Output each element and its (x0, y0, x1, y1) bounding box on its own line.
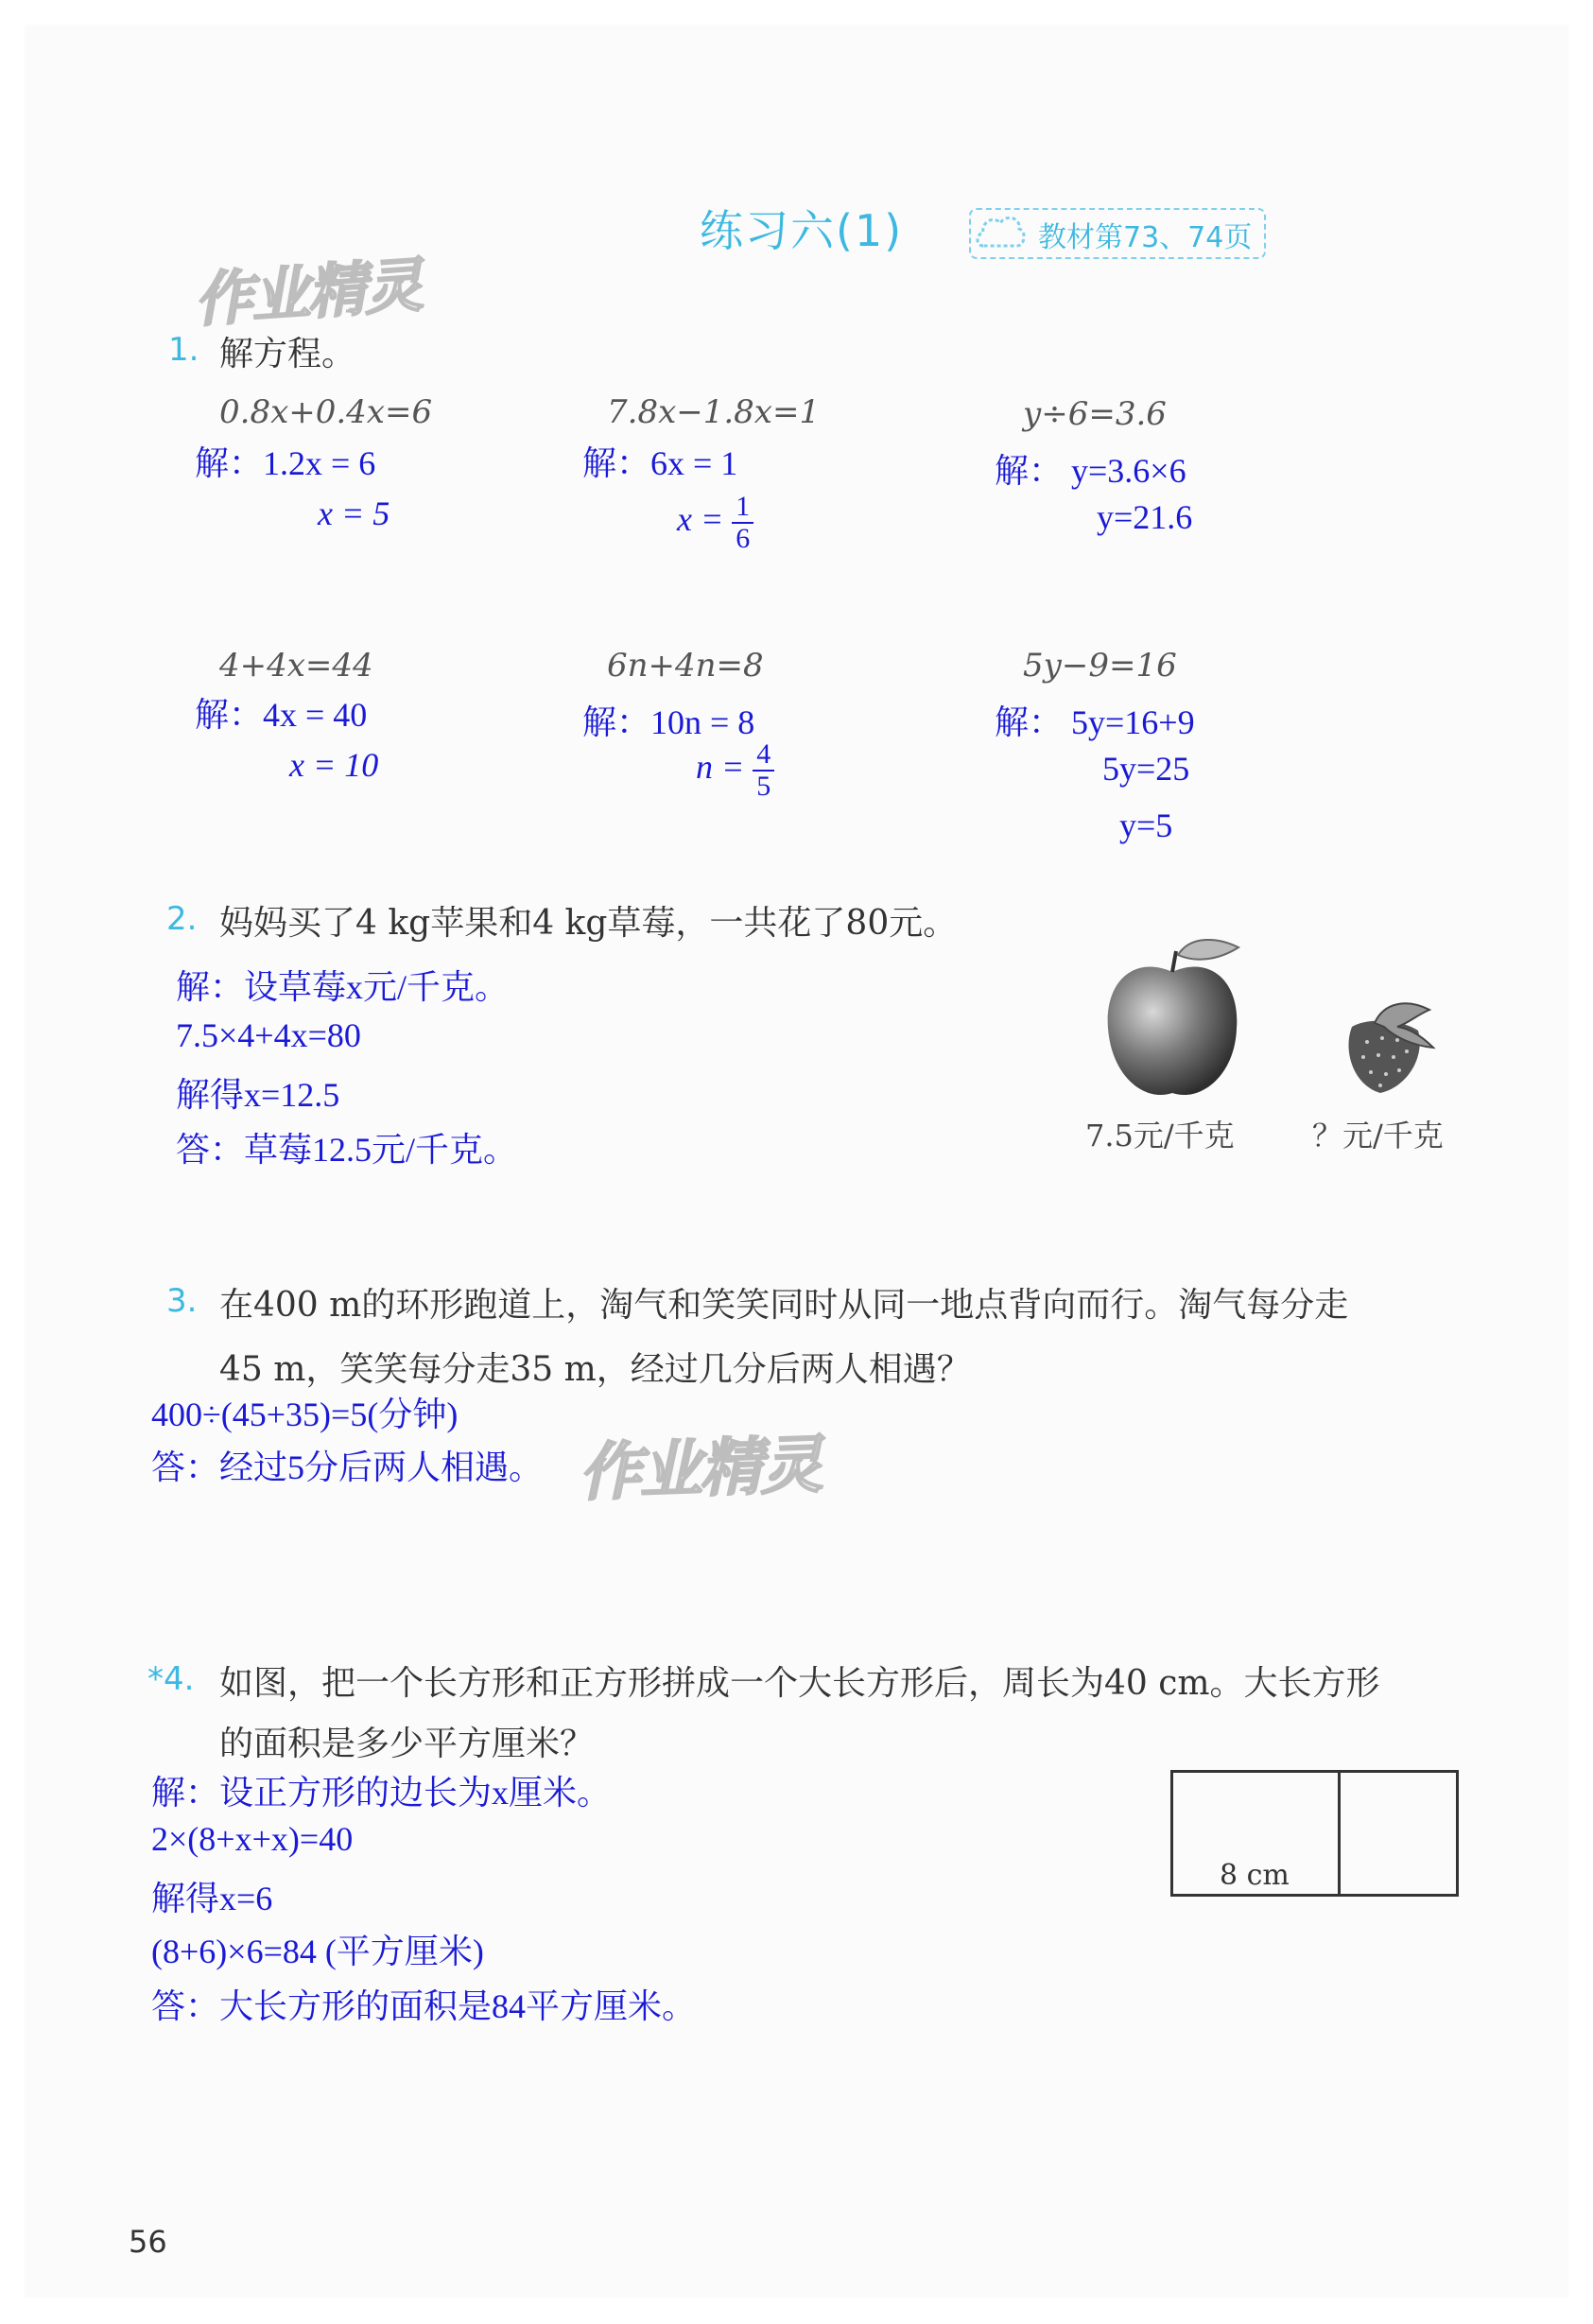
q3-number: 3. (166, 1282, 198, 1320)
strawberry-icon (1335, 995, 1441, 1099)
square-figure (1335, 1770, 1459, 1897)
q1-ans-2-2-prefix: x = (677, 499, 724, 538)
q1-ans-3-1: 解： y=3.6×6 (995, 452, 1186, 490)
q4-ans-1: 解：设正方形的边长为x厘米。 (151, 1774, 612, 1812)
q1-ans-3-2: y=21.6 (1097, 498, 1193, 536)
cloud-icon (974, 210, 1027, 253)
q4-ans-3: 解得x=6 (151, 1880, 273, 1917)
q4-number: *4. (147, 1660, 195, 1698)
denominator: 6 (736, 522, 751, 554)
q1-ans-2-1: 解：6x = 1 (582, 444, 738, 482)
q2-ans-1: 解：设草莓x元/千克。 (176, 968, 510, 1006)
q1-text: 解方程。 (219, 335, 356, 373)
textbook-ref: 教材第73、74页 (1038, 221, 1253, 254)
watermark-top: 作业精灵 (192, 250, 424, 336)
numerator: 4 (753, 739, 774, 772)
q1-ans-1-2: x = 5 (318, 494, 390, 532)
q4-ans-5: 答：大长方形的面积是84平方厘米。 (151, 1987, 697, 2025)
apple-price: 7.5元/千克 (1085, 1118, 1235, 1153)
q1-eq-2: 7.8x−1.8x=1 (607, 393, 821, 431)
q1-ans-4-2: x = 10 (289, 746, 379, 784)
q2-text: 妈妈买了4 kg苹果和4 kg草莓，一共花了80元。 (219, 904, 958, 943)
q3-text-line2: 45 m，笑笑每分走35 m，经过几分后两人相遇？ (219, 1350, 971, 1389)
q1-ans-6-1: 解： 5y=16+9 (995, 703, 1195, 741)
q1-number: 1. (168, 331, 199, 369)
denominator: 5 (756, 770, 771, 802)
q1-eq-1: 0.8x+0.4x=6 (219, 393, 433, 431)
q2-number: 2. (166, 900, 198, 938)
q1-eq-5: 6n+4n=8 (607, 647, 764, 685)
q1-eq-4: 4+4x=44 (219, 647, 373, 685)
q1-ans-4-1: 解：4x = 40 (195, 696, 368, 734)
q3-ans-2: 答：经过5分后两人相遇。 (151, 1448, 544, 1486)
q1-ans-1-1: 解：1.2x = 6 (195, 444, 376, 482)
q1-eq-3: y÷6=3.6 (1023, 395, 1167, 433)
q1-ans-2-2 (677, 492, 753, 553)
q1-ans-5-1: 解：10n = 8 (582, 703, 755, 741)
q3-ans-1: 400÷(45+35)=5(分钟) (151, 1396, 459, 1433)
fraction (732, 492, 753, 553)
strawberry-price: ？元/千克 (1312, 1118, 1444, 1153)
q1-ans-5-2 (696, 739, 774, 801)
numerator: 1 (732, 492, 753, 524)
fraction (753, 739, 774, 801)
q1-ans-6-2: 5y=25 (1102, 750, 1190, 788)
apple-icon (1097, 934, 1248, 1104)
q2-ans-2: 7.5×4+4x=80 (176, 1016, 361, 1054)
q1-ans-5-2-prefix: n = (696, 747, 745, 786)
q4-text-line2: 的面积是多少平方厘米？ (219, 1725, 595, 1763)
q1-ans-6-3: y=5 (1119, 806, 1173, 844)
figure-label: 8 cm (1220, 1859, 1290, 1892)
q3-text-line1: 在400 m的环形跑道上，淘气和笑笑同时从同一地点背向而行。淘气每分走 (219, 1286, 1349, 1325)
q2-ans-3: 解得x=12.5 (176, 1076, 340, 1114)
page-title: 练习六(1) (700, 205, 904, 256)
q2-ans-4: 答：草莓12.5元/千克。 (176, 1131, 518, 1169)
q4-ans-4: (8+6)×6=84 (平方厘米) (151, 1933, 484, 1970)
q1-eq-6: 5y−9=16 (1023, 647, 1177, 685)
watermark-middle: 作业精灵 (577, 1428, 822, 1510)
page-number: 56 (129, 2224, 167, 2260)
q4-ans-2: 2×(8+x+x)=40 (151, 1820, 354, 1858)
q4-text-line1: 如图，把一个长方形和正方形拼成一个大长方形后，周长为40 cm。大长方形 (219, 1664, 1380, 1703)
